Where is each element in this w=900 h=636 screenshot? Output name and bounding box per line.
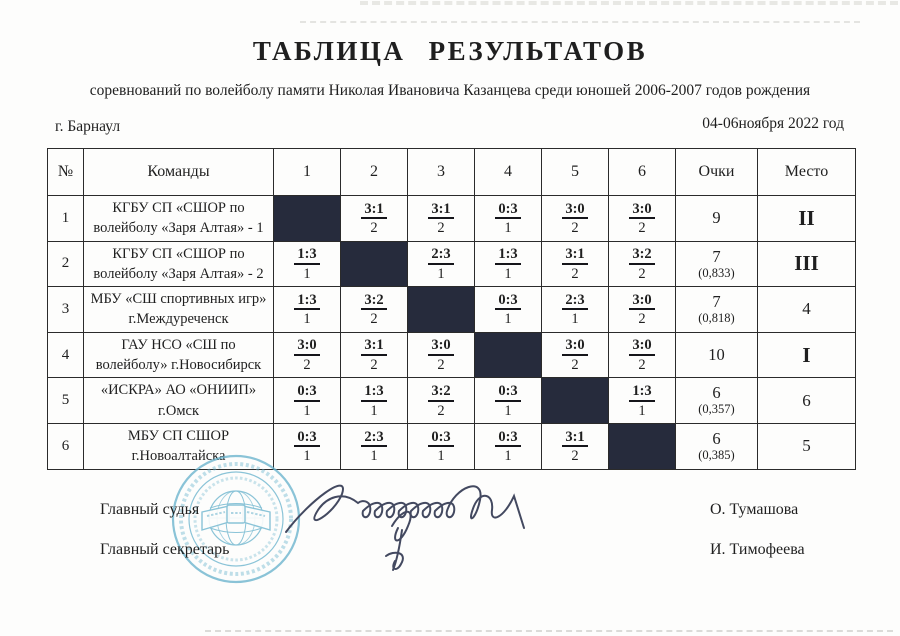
match-points: 2 <box>571 357 579 374</box>
row-number-cell: 6 <box>48 423 84 469</box>
match-points: 2 <box>571 220 579 237</box>
scan-artifact-top-line <box>300 21 860 23</box>
match-score-cell <box>341 196 408 242</box>
match-score-cell <box>274 241 341 287</box>
city-label: г. Барнаул <box>55 118 121 135</box>
team-name-line: МБУ СП СШОР <box>127 427 230 444</box>
column-header: 5 <box>542 149 609 196</box>
match-score-cell <box>408 423 475 469</box>
match-score: 3:0 <box>562 337 587 356</box>
team-name-line: волейболу» г.Новосибирск <box>95 357 262 374</box>
match-score: 3:0 <box>629 292 654 311</box>
match-score: 3:0 <box>629 337 654 356</box>
match-score: 2:3 <box>361 429 386 448</box>
team-name-line: КГБУ СП «СШОР по <box>112 245 245 262</box>
match-score-cell <box>274 332 341 378</box>
match-points: 2 <box>370 357 378 374</box>
diagonal-cell <box>274 196 341 242</box>
team-name-line: волейболу «Заря Алтая» - 2 <box>93 265 264 282</box>
match-score-cell <box>408 332 475 378</box>
match-points: 2 <box>437 220 445 237</box>
judge-label: Главный судья <box>100 501 200 518</box>
match-points: 1 <box>638 402 646 419</box>
points-total: 9 <box>712 207 721 227</box>
date-label: 04-06ноября 2022 год <box>702 115 844 132</box>
points-cell <box>676 423 758 469</box>
place-cell: I <box>758 332 856 378</box>
place-cell: III <box>758 241 856 287</box>
team-name-cell <box>84 287 274 333</box>
match-points: 1 <box>504 402 512 419</box>
match-points: 2 <box>571 448 579 465</box>
place-cell: II <box>758 196 856 242</box>
match-points: 1 <box>571 311 579 328</box>
match-score-cell <box>274 287 341 333</box>
match-score-cell <box>475 196 542 242</box>
diagonal-cell <box>475 332 542 378</box>
table-body <box>48 196 856 470</box>
match-score: 3:1 <box>361 201 386 220</box>
match-score-cell <box>274 378 341 424</box>
header-row <box>48 149 856 196</box>
match-score-cell <box>341 423 408 469</box>
match-points: 1 <box>504 448 512 465</box>
match-score-cell <box>341 287 408 333</box>
match-score-cell <box>475 241 542 287</box>
match-points: 2 <box>370 220 378 237</box>
match-score: 3:1 <box>562 429 587 448</box>
match-score-cell <box>542 332 609 378</box>
match-score-cell <box>475 423 542 469</box>
match-score-cell <box>408 241 475 287</box>
match-score: 3:0 <box>562 201 587 220</box>
row-number-cell: 4 <box>48 332 84 378</box>
match-points: 2 <box>437 357 445 374</box>
page-title: ТАБЛИЦА РЕЗУЛЬТАТОВ <box>252 36 648 66</box>
column-header: 3 <box>408 149 475 196</box>
match-score: 1:3 <box>361 383 386 402</box>
scan-artifact-bottom-line <box>205 630 893 632</box>
diagonal-cell <box>341 241 408 287</box>
place-cell: 4 <box>758 287 856 333</box>
team-name-line: МБУ «СШ спортивных игр» <box>90 291 267 308</box>
match-score-cell <box>408 378 475 424</box>
column-header: Место <box>758 149 856 196</box>
column-header: Команды <box>84 149 274 196</box>
match-score: 0:3 <box>495 201 520 220</box>
match-points: 1 <box>303 402 311 419</box>
points-total: 7 <box>712 246 721 266</box>
row-number-cell: 5 <box>48 378 84 424</box>
team-name-line: г.Междуреченск <box>128 311 229 328</box>
column-header: № <box>48 149 84 196</box>
match-score: 0:3 <box>294 429 319 448</box>
match-points: 1 <box>370 448 378 465</box>
team-name-cell <box>84 196 274 242</box>
column-header: Очки <box>676 149 758 196</box>
match-score-cell <box>475 287 542 333</box>
match-score: 3:1 <box>428 201 453 220</box>
judge-name: О. Тумашова <box>710 501 799 518</box>
match-score-cell <box>609 332 676 378</box>
points-total: 6 <box>712 428 721 448</box>
points-cell <box>676 241 758 287</box>
points-cell <box>676 196 758 242</box>
signature-icon <box>280 468 550 578</box>
match-score: 3:0 <box>629 201 654 220</box>
team-name-cell <box>84 332 274 378</box>
diagonal-cell <box>408 287 475 333</box>
row-number-cell: 3 <box>48 287 84 333</box>
match-score-cell <box>609 241 676 287</box>
scan-artifact-top-band <box>360 1 898 5</box>
match-score: 3:2 <box>361 292 386 311</box>
points-cell <box>676 378 758 424</box>
match-score: 2:3 <box>428 246 453 265</box>
match-points: 1 <box>504 311 512 328</box>
points-ratio: (0,385) <box>698 447 735 462</box>
points-total: 10 <box>708 344 725 364</box>
team-name-line: КГБУ СП «СШОР по <box>112 200 245 216</box>
match-points: 1 <box>504 220 512 237</box>
match-score: 0:3 <box>495 292 520 311</box>
match-points: 2 <box>370 311 378 328</box>
match-score: 3:0 <box>294 337 319 356</box>
row-number-cell: 2 <box>48 241 84 287</box>
match-points: 1 <box>504 265 512 282</box>
match-score-cell <box>341 378 408 424</box>
match-points: 1 <box>437 448 445 465</box>
match-points: 2 <box>303 357 311 374</box>
team-name-line: г.Новоалтайска <box>131 448 226 465</box>
column-header: 1 <box>274 149 341 196</box>
match-score: 1:3 <box>294 246 319 265</box>
match-score: 1:3 <box>294 292 319 311</box>
match-score-cell <box>408 196 475 242</box>
match-points: 1 <box>303 265 311 282</box>
secretary-name: И. Тимофеева <box>710 541 805 558</box>
points-ratio: (0,818) <box>698 311 735 326</box>
match-points: 2 <box>638 220 646 237</box>
table-row <box>48 196 856 242</box>
table-row <box>48 241 856 287</box>
column-header: 6 <box>609 149 676 196</box>
table-row <box>48 287 856 333</box>
match-score-cell <box>475 378 542 424</box>
points-ratio: (0,357) <box>698 402 735 417</box>
table-row <box>48 378 856 424</box>
team-name-cell <box>84 241 274 287</box>
place-cell: 5 <box>758 423 856 469</box>
results-table <box>47 148 856 470</box>
match-score: 2:3 <box>562 292 587 311</box>
match-score-cell <box>609 196 676 242</box>
team-name-line: г.Омск <box>157 402 200 419</box>
team-name-line: «ИСКРА» АО «ОНИИП» <box>100 382 257 399</box>
column-header: 4 <box>475 149 542 196</box>
match-score: 3:1 <box>361 337 386 356</box>
match-score-cell <box>542 196 609 242</box>
match-score-cell <box>542 241 609 287</box>
match-score-cell <box>609 378 676 424</box>
team-name-cell <box>84 378 274 424</box>
row-number-cell: 1 <box>48 196 84 242</box>
table-row <box>48 332 856 378</box>
page-subtitle: соревнований по волейболу памяти Николая Ивановича Казанцева среди юношей 2006-2007 годов рождения <box>89 82 811 99</box>
match-score-cell <box>542 423 609 469</box>
match-points: 2 <box>437 402 445 419</box>
team-name-line: волейболу «Заря Алтая» - 1 <box>93 220 264 237</box>
match-score: 1:3 <box>495 246 520 265</box>
points-total: 7 <box>712 292 721 312</box>
diagonal-cell <box>609 423 676 469</box>
match-points: 1 <box>437 265 445 282</box>
match-score: 0:3 <box>294 383 319 402</box>
match-points: 2 <box>638 265 646 282</box>
match-score-cell <box>341 332 408 378</box>
points-cell <box>676 332 758 378</box>
match-points: 1 <box>303 448 311 465</box>
match-score-cell <box>609 287 676 333</box>
match-score: 3:2 <box>629 246 654 265</box>
column-header: 2 <box>341 149 408 196</box>
match-score: 3:1 <box>562 246 587 265</box>
match-score: 3:0 <box>428 337 453 356</box>
match-points: 2 <box>571 265 579 282</box>
match-score: 0:3 <box>428 429 453 448</box>
match-points: 2 <box>638 357 646 374</box>
points-cell <box>676 287 758 333</box>
match-score-cell <box>542 287 609 333</box>
team-name-line: ГАУ НСО «СШ по <box>121 336 236 353</box>
place-cell: 6 <box>758 378 856 424</box>
signatures-overlay <box>280 468 550 578</box>
secretary-label: Главный секретарь <box>100 541 230 558</box>
match-score: 0:3 <box>495 383 520 402</box>
match-points: 1 <box>303 311 311 328</box>
match-score: 0:3 <box>495 429 520 448</box>
points-total: 6 <box>712 383 721 403</box>
match-points: 2 <box>638 311 646 328</box>
match-points: 1 <box>370 402 378 419</box>
diagonal-cell <box>542 378 609 424</box>
match-score: 3:2 <box>428 383 453 402</box>
points-ratio: (0,833) <box>698 265 735 280</box>
match-score: 1:3 <box>629 383 654 402</box>
